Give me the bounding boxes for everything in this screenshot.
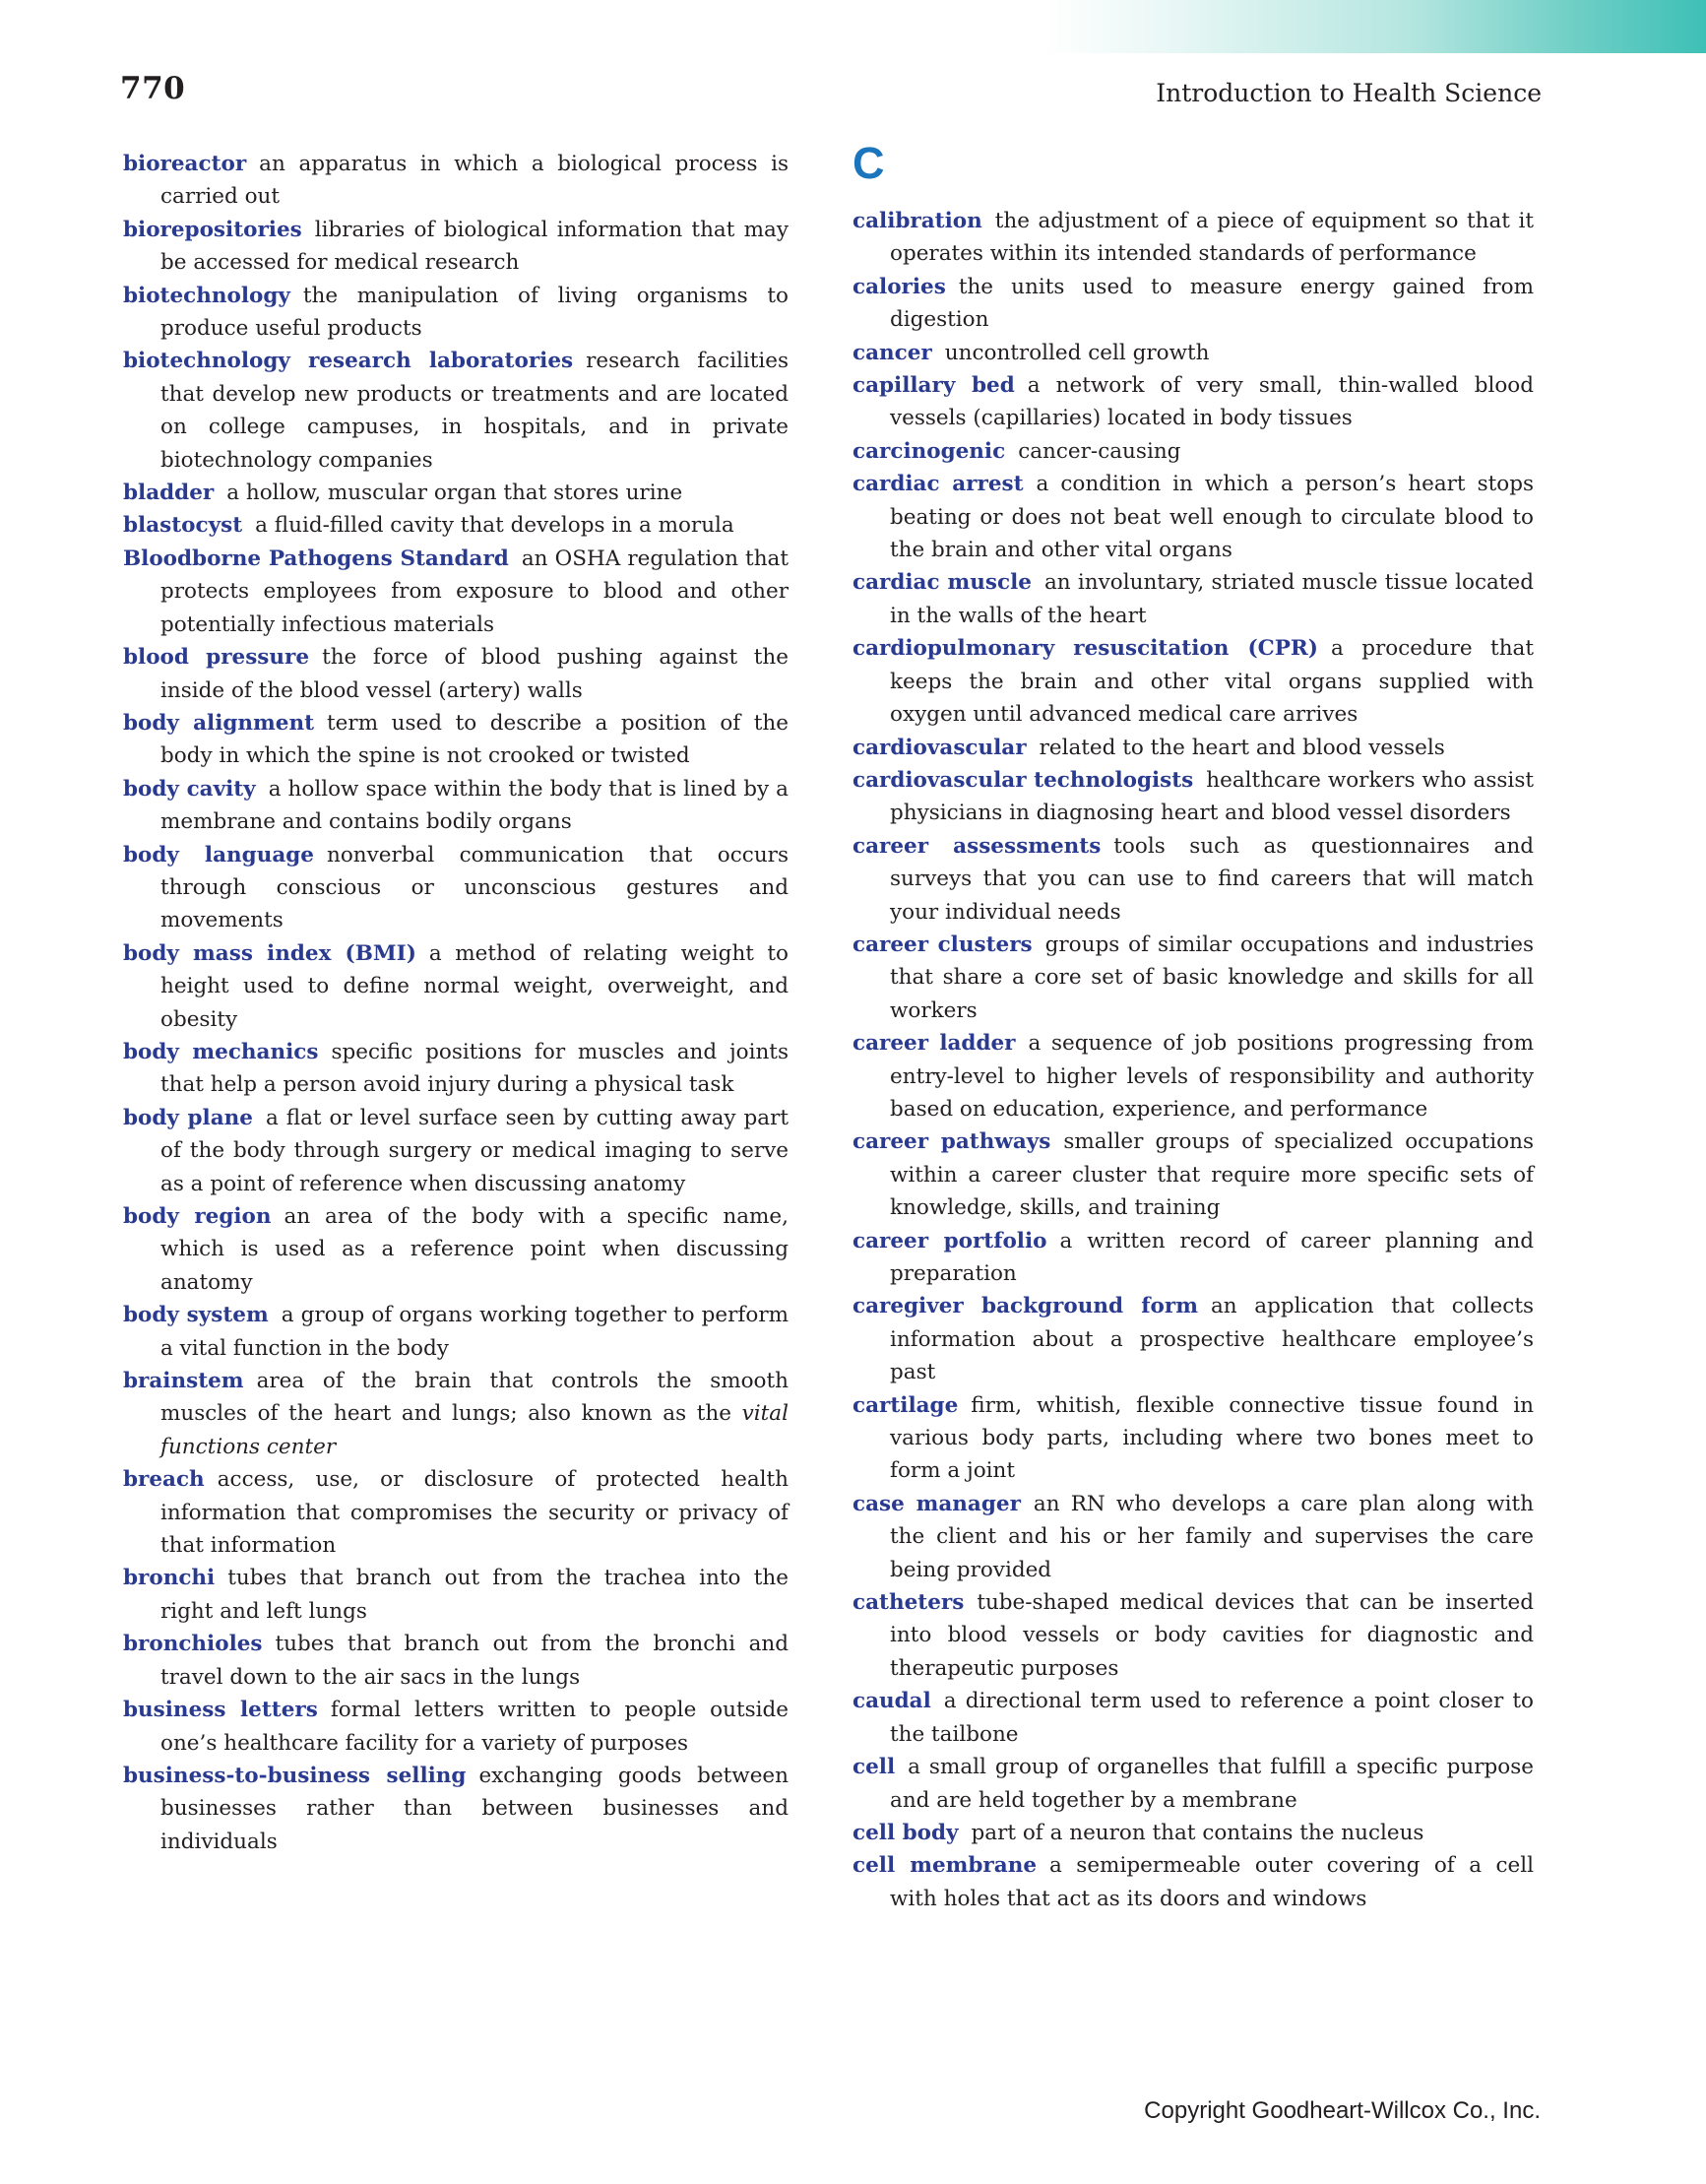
glossary-term: cell membrane (853, 1853, 1038, 1879)
glossary-term: body mass index (BMI) (123, 940, 416, 966)
glossary-term: bioreactor (123, 152, 247, 176)
glossary-entry (123, 1200, 789, 1299)
page-number: 770 (120, 71, 186, 106)
glossary-term: bronchi (123, 1566, 216, 1591)
glossary-entry (853, 337, 1534, 369)
glossary-definition: an apparatus in which a biological process is carried out (160, 152, 789, 210)
glossary-entry (853, 632, 1534, 731)
glossary-entry (853, 1817, 1534, 1849)
glossary-entry (853, 1125, 1534, 1224)
glossary-definition: an application that collects information about a prospective healthcare employee’s past (890, 1294, 1534, 1385)
glossary-entry (123, 773, 789, 839)
glossary-column-left (123, 148, 789, 1858)
glossary-definition: a directional term used to reference a point closer to the tailbone (890, 1689, 1534, 1747)
glossary-definition: a hollow space within the body that is lined by a membrane and contains bodily organs (160, 776, 789, 835)
glossary-term: caregiver background form (853, 1294, 1198, 1319)
glossary-term: calibration (853, 209, 982, 233)
glossary-entry (123, 148, 789, 214)
glossary-entry (123, 1694, 789, 1760)
glossary-term: cardiovascular (853, 735, 1027, 760)
glossary-definition: tubes that branch out from the trachea into the right and left lungs (160, 1566, 789, 1624)
glossary-definition: area of the brain that controls the smooth muscles of the heart and lungs; also known as the (160, 1369, 789, 1427)
glossary-term: carcinogenic (853, 438, 1006, 464)
glossary-definition: an OSHA regulation that protects employees from exposure to blood and other potentially infectious materials (160, 546, 789, 637)
glossary-definition: cancer-causing (1018, 438, 1181, 464)
glossary-entry (853, 468, 1534, 566)
glossary-definition: an RN who develops a care plan along with the client and his or her family and supervises the care being provided (890, 1491, 1534, 1582)
glossary-term: biotechnology research laboratories (123, 349, 574, 374)
glossary-definition: a group of organs working together to perform a vital function in the body (160, 1303, 789, 1361)
glossary-term: bronchioles (123, 1632, 263, 1657)
glossary-term: body alignment (123, 710, 315, 736)
glossary-term: career ladder (853, 1031, 1016, 1057)
glossary-term: biorepositories (123, 217, 302, 242)
glossary-term: caudal (853, 1689, 931, 1714)
glossary-definition: firm, whitish, flexible connective tissue found in various body parts, including where two bones meet to form a joint (890, 1392, 1534, 1484)
glossary-column-right (853, 138, 1535, 1915)
glossary-entry (123, 1102, 789, 1200)
glossary-definition: formal letters written to people outside one’s healthcare facility for a variety of purposes (160, 1698, 789, 1756)
glossary-definition: a sequence of job positions progressing from entry-level to higher levels of responsibility and authority based on education, experience, and performance (890, 1031, 1534, 1122)
glossary-definition: exchanging goods between businesses rather than between businesses and individuals (160, 1763, 790, 1854)
glossary-term: biotechnology (123, 283, 290, 308)
glossary-term: body system (123, 1303, 269, 1328)
glossary-definition: nonverbal communication that occurs through conscious or unconscious gestures and movements (160, 842, 789, 933)
glossary-entry (853, 435, 1534, 468)
glossary-definition: tubes that branch out from the bronchi and travel down to the air sacs in the lungs (160, 1632, 789, 1690)
glossary-definition: a procedure that keeps the brain and other vital organs supplied with oxygen until advanced medical care arrives (890, 636, 1534, 728)
glossary-term: body cavity (123, 776, 256, 802)
glossary-term: cardiovascular technologists (853, 767, 1194, 793)
glossary-entry (853, 732, 1534, 764)
glossary-entry (853, 1290, 1534, 1388)
glossary-term: body language (123, 842, 314, 867)
glossary-entry (853, 271, 1534, 337)
glossary-term: cartilage (853, 1392, 959, 1418)
glossary-term: body plane (123, 1105, 253, 1130)
glossary-definition: related to the heart and blood vessels (1039, 735, 1445, 760)
glossary-entry (123, 641, 789, 707)
glossary-entry (123, 214, 789, 280)
glossary-term: career assessments (853, 833, 1102, 859)
glossary-entry (123, 477, 789, 509)
glossary-entry (123, 839, 789, 937)
glossary-definition: a small group of organelles that fulfill a specific purpose and are held together by a membrane (890, 1755, 1534, 1813)
glossary-definition: term used to describe a position of the body in which the spine is not crooked or twisted (160, 710, 790, 769)
glossary-term: breach (123, 1467, 205, 1493)
glossary-term: body region (123, 1204, 272, 1229)
glossary-entry (123, 1628, 789, 1694)
glossary-term: catheters (853, 1590, 965, 1616)
glossary-term: Bloodborne Pathogens Standard (123, 546, 509, 571)
glossary-definition: groups of similar occupations and industries that share a core set of basic knowledge and skills for all workers (890, 931, 1534, 1023)
header-teal-gradient-bar (1043, 0, 1706, 53)
glossary-entry (123, 345, 789, 477)
glossary-entry (853, 369, 1534, 435)
glossary-entry (123, 1299, 789, 1365)
glossary-term: body mechanics (123, 1039, 319, 1064)
glossary-definition: uncontrolled cell growth (944, 340, 1210, 365)
glossary-term: business letters (123, 1698, 318, 1723)
glossary-column-right-entries (853, 205, 1534, 1915)
glossary-term: blastocyst (123, 513, 243, 539)
glossary-entry (123, 280, 789, 346)
glossary-entry (853, 1586, 1534, 1685)
glossary-definition: specific positions for muscles and joints that help a person avoid injury during a physical task (160, 1039, 789, 1098)
glossary-entry (853, 1685, 1534, 1751)
section-letter-c: C (853, 138, 885, 188)
glossary-entry (123, 543, 789, 641)
glossary-entry (853, 1849, 1534, 1915)
glossary-definition: a hollow, muscular organ that stores urine (226, 481, 683, 506)
glossary-entry (853, 1225, 1534, 1291)
glossary-definition: smaller groups of specialized occupations within a career cluster that require more specific sets of knowledge, skills, and training (890, 1129, 1534, 1221)
glossary-term: cell body (853, 1820, 959, 1845)
glossary-definition: research facilities that develop new products or treatments and are located on college campuses, in hospitals, and in private biotechnology companies (160, 349, 790, 473)
glossary-entry (853, 764, 1534, 830)
glossary-definition: the force of blood pushing against the inside of the blood vessel (artery) walls (160, 645, 789, 703)
glossary-definition: a fluid-filled cavity that develops in a morula (255, 513, 734, 539)
glossary-definition: an involuntary, striated muscle tissue located in the walls of the heart (890, 570, 1534, 628)
glossary-term: career pathways (853, 1129, 1051, 1155)
glossary-term: career clusters (853, 931, 1033, 957)
glossary-definition: tube-shaped medical devices that can be inserted into blood vessels or body cavities for diagnostic and therapeutic purposes (890, 1590, 1534, 1681)
glossary-entry (853, 1027, 1534, 1125)
glossary-entry (853, 830, 1534, 929)
glossary-entry (123, 1036, 789, 1102)
glossary-term: cardiac muscle (853, 570, 1032, 596)
glossary-definition: healthcare workers who assist physicians in diagnosing heart and blood vessel disorders (890, 767, 1534, 826)
glossary-term: bladder (123, 481, 215, 506)
glossary-entry (853, 1488, 1534, 1586)
glossary-definition: an area of the body with a specific name, which is used as a reference point when discussing anatomy (160, 1204, 789, 1295)
glossary-definition: a network of very small, thin-walled blood vessels (capillaries) located in body tissues (890, 373, 1534, 431)
copyright-footer: Copyright Goodheart-Willcox Co., Inc. (1144, 2097, 1541, 2124)
glossary-term: calories (853, 274, 946, 299)
glossary-entry (123, 707, 789, 773)
glossary-definition: a method of relating weight to height used to define normal weight, overweight, and obesity (160, 940, 790, 1032)
glossary-entry (853, 205, 1534, 271)
glossary-definition: the adjustment of a piece of equipment so that it operates within its intended standards of performance (890, 209, 1534, 267)
glossary-definition: the manipulation of living organisms to produce useful products (160, 283, 789, 342)
glossary-definition: tools such as questionnaires and surveys that you can use to find careers that will match your individual needs (890, 833, 1534, 925)
glossary-definition: a semipermeable outer covering of a cell with holes that act as its doors and windows (890, 1853, 1534, 1911)
glossary-entry (123, 1562, 789, 1628)
glossary-term: case manager (853, 1491, 1021, 1516)
running-head-title: Introduction to Health Science (1156, 79, 1542, 107)
glossary-term: blood pressure (123, 645, 310, 671)
glossary-term: cancer (853, 340, 932, 365)
glossary-definition: the units used to measure energy gained from digestion (890, 274, 1534, 333)
glossary-entry (853, 566, 1534, 632)
glossary-definition: access, use, or disclosure of protected health information that compromises the security or privacy of that information (160, 1467, 789, 1559)
glossary-entry (123, 1760, 789, 1858)
glossary-definition: a written record of career planning and preparation (890, 1228, 1535, 1286)
glossary-definition-italic: vital functions center (160, 1401, 789, 1459)
glossary-definition: part of a neuron that contains the nucleus (971, 1820, 1424, 1845)
glossary-entry (853, 1751, 1534, 1817)
glossary-entry (123, 1365, 789, 1463)
glossary-definition: a condition in which a person’s heart stops beating or does not beat well enough to circulate blood to the brain and other vital organs (890, 472, 1535, 563)
glossary-term: cardiac arrest (853, 472, 1024, 497)
glossary-entry (123, 937, 789, 1036)
glossary-term: career portfolio (853, 1228, 1047, 1253)
glossary-entry (123, 1463, 789, 1562)
glossary-term: brainstem (123, 1369, 244, 1394)
glossary-entry (123, 509, 789, 542)
glossary-term: business-to-business selling (123, 1763, 467, 1788)
glossary-term: cardiopulmonary resuscitation (CPR) (853, 636, 1318, 662)
glossary-definition: libraries of biological information that may be accessed for medical research (160, 217, 789, 276)
glossary-entry (853, 1389, 1534, 1488)
glossary-definition: a flat or level surface seen by cutting away part of the body through surgery or medical imaging to serve as a point of reference when discussing anatomy (160, 1105, 790, 1196)
glossary-term: capillary bed (853, 373, 1015, 399)
glossary-term: cell (853, 1755, 896, 1780)
glossary-entry (853, 929, 1534, 1027)
